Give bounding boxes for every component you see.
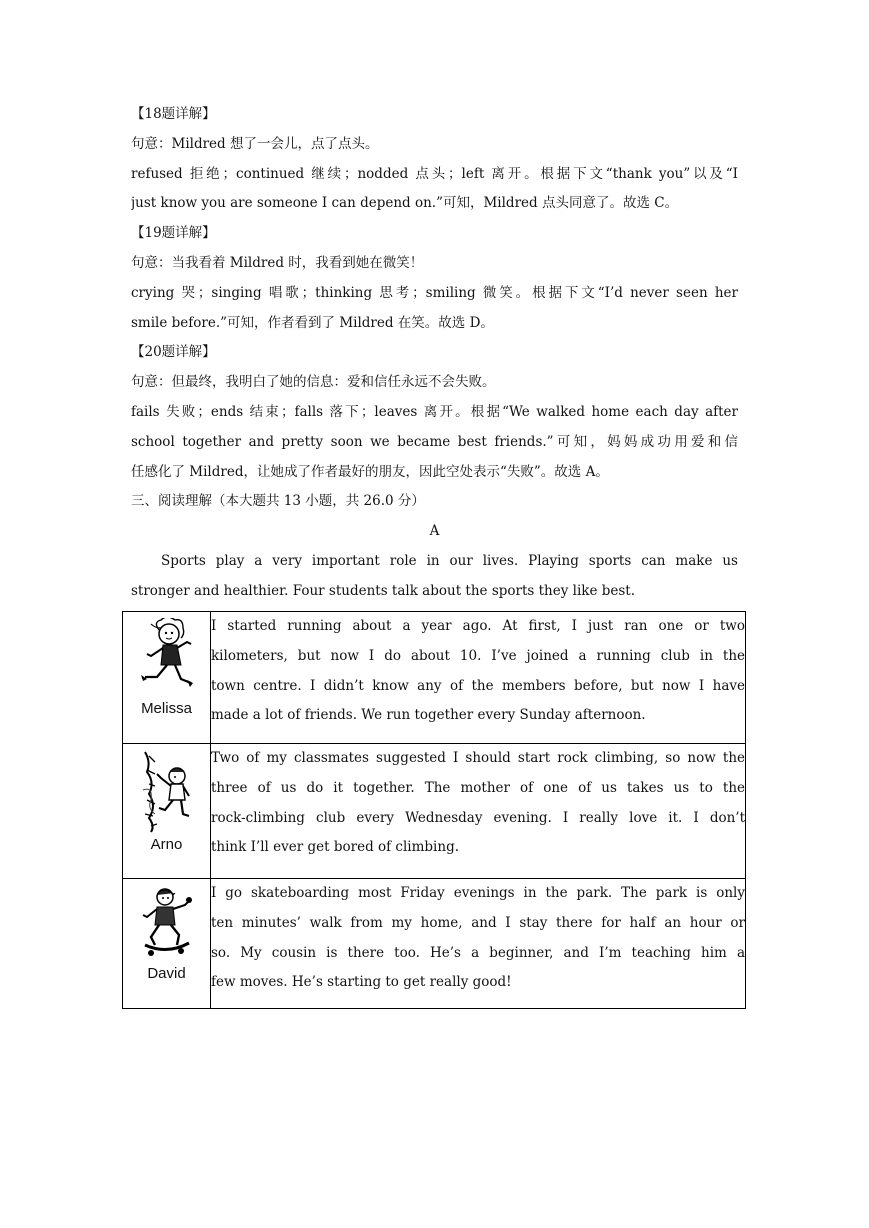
student-description <box>211 612 746 744</box>
table-row <box>123 879 746 1009</box>
description-line: so. My cousin is there too. He’s a beginner, and I’m teaching him a <box>211 944 745 961</box>
student-name: Melissa <box>141 700 192 717</box>
student-picture-cell <box>123 879 211 1009</box>
student-picture-cell <box>123 612 211 744</box>
intro-line-1: Sports play a very important role in our lives. Playing sports can make us <box>161 552 738 569</box>
student-description <box>211 879 746 1009</box>
rock-climber-icon <box>139 750 195 834</box>
description-line: I started running about a year ago. At first, I just ran one or two <box>211 618 745 634</box>
student-picture-cell <box>123 744 211 879</box>
runner-icon <box>139 618 195 698</box>
description-line: think I’ll ever get bored of climbing. <box>211 839 459 856</box>
q18-line-2: refused 拒绝；continued 继续；nodded 点头；left 离开。根据下文“thank you”以及“I <box>131 165 738 182</box>
table-row <box>123 612 746 744</box>
table-row <box>123 744 746 879</box>
student-name: Arno <box>150 836 183 853</box>
description-line: Two of my classmates suggested I should start rock climbing, so now the <box>211 750 745 766</box>
intro-line-2: stronger and healthier. Four students talk about the sports they like best. <box>131 582 636 599</box>
description-line: three of us do it together. The mother of one of us takes us to the <box>211 779 745 796</box>
description-line: rock-climbing club every Wednesday evening. I really love it. I don’t <box>211 809 745 826</box>
q19-line-2: crying 哭；singing 唱歌；thinking 思考；smiling 微笑。根据下文“I’d never seen her <box>131 284 738 301</box>
q20-line-1: 句意：但最终，我明白了她的信息：爱和信任永远不会失败。 <box>131 374 496 391</box>
description-line: kilometers, but now I do about 10. I’ve joined a running club in the <box>211 647 745 664</box>
passage-label: A <box>429 523 440 540</box>
answer-explanations <box>131 100 738 607</box>
q18-line-3: just know you are someone I can depend on.”可知，Mildred 点头同意了。故选 C。 <box>131 195 679 212</box>
description-line: town centre. I didn’t know any of the members before, but now I have <box>211 677 745 694</box>
description-line: I go skateboarding most Friday evenings in the park. The park is only <box>211 885 745 901</box>
description-line: made a lot of friends. We run together every Sunday afternoon. <box>211 707 646 724</box>
skateboarder-icon <box>139 885 195 963</box>
q20-line-2: fails 失败；ends 结束；falls 落下；leaves 离开。根据“We walked home each day after <box>131 403 738 420</box>
q19-line-3: smile before.”可知，作者看到了 Mildred 在笑。故选 D。 <box>131 314 494 331</box>
description-line: few moves. He’s starting to get really good! <box>211 974 512 991</box>
q18-line-1: 句意：Mildred 想了一会儿，点了点头。 <box>131 135 379 152</box>
q20-heading: 【20题详解】 <box>131 344 216 361</box>
sports-table <box>122 611 746 1009</box>
q18-heading: 【18题详解】 <box>131 106 216 122</box>
q20-line-4: 任感化了 Mildred，让她成了作者最好的朋友，因此空处表示“失败”。故选 A。 <box>131 463 609 480</box>
q20-line-3: school together and pretty soon we became best friends.”可知，妈妈成功用爱和信 <box>131 433 738 450</box>
student-description <box>211 744 746 879</box>
section-title: 三、阅读理解（本大题共 13 小题，共 26.0 分） <box>131 493 425 510</box>
description-line: ten minutes’ walk from my home, and I stay there for half an hour or <box>211 914 745 931</box>
student-name: David <box>147 965 186 982</box>
q19-line-1: 句意：当我看着 Mildred 时，我看到她在微笑！ <box>131 254 424 271</box>
q19-heading: 【19题详解】 <box>131 225 216 242</box>
